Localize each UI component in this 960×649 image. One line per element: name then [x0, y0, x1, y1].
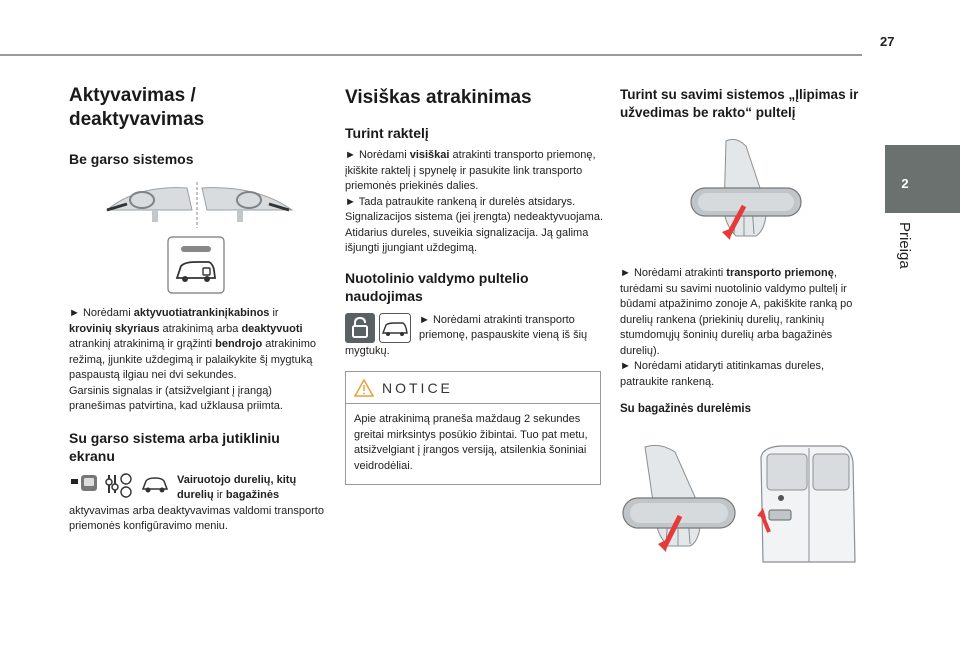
notice-title: NOTICE — [382, 379, 453, 396]
notice-box — [345, 371, 601, 485]
page-number: 27 — [880, 34, 895, 49]
lock-icon — [345, 313, 375, 343]
subtitle-tailgate: Su bagažinės durelėmis — [620, 403, 752, 415]
paragraph-remote-unlock: ► Norėdami atrakinti transporto priemonę, paspauskite vieną iš šių — [419, 313, 588, 341]
chapter-tab-label: Prieiga — [896, 222, 913, 269]
paragraph-audio-doors: Vairuotojo durelių, kitų durelių ir bagažinės — [177, 473, 297, 501]
hand-handle-illustration-2 — [620, 442, 745, 567]
section-title-full-unlock: Visiškas atrakinimas — [345, 87, 532, 108]
van-key-icon — [379, 313, 411, 343]
paragraph-signal-confirmation: Garsinis signalas ir (atsižvelgiant į įrangą) pranešimas patvirtina, kad užklausa priimta. — [69, 384, 283, 412]
settings-icon — [103, 473, 133, 499]
paragraph-alarm-note: Signalizacijos sistema (jei įrengta) nedeaktyvuojama. Atidarius dureles, suveikia signalizacija. Ją galima išjungti įjungiant uždegimą. — [345, 211, 604, 254]
paragraph-keyless-unlock: ► Norėdami atrakinti transporto priemonę, turėdami su savimi nuotolinio valdymo pultelį ir būdami atpažinimo zonoje A, pakiškite ranką po durelių rankena (priekinių durelių, rankinių stumdomųjų šoninių durelių arba bagažinės durelių). — [620, 267, 853, 357]
paragraph-remote-buttons: mygtukų. — [345, 344, 390, 357]
section-title-activation: Aktyvavimas / deaktyvavimas — [69, 85, 205, 130]
tailgate-illustrations — [620, 442, 865, 567]
paragraph-pull-handle: ► Tada patraukite rankeną ir durelės atsidarys. — [345, 195, 576, 208]
van-lock-icon — [167, 236, 225, 294]
rear-door-illustration — [751, 442, 856, 567]
audio-icons-row — [69, 473, 324, 504]
subtitle-with-audio: Su garso sistema arba jutikliniu ekranu — [69, 429, 280, 464]
notice-body — [346, 404, 600, 484]
paragraph-open-doors: ► Norėdami atidaryti atitinkamas dureles, patraukite rankeną. — [620, 360, 825, 388]
notice-header — [346, 372, 600, 404]
paragraph-key-unlock: ► Norėdami visiškai atrakinti transporto priemonę, įkiškite raktelį į spynelę ir pasukite link transporto priemonės priekinės dalies. — [345, 149, 596, 192]
section-title-keyless: Turint su savimi sistemos „Įlipimas ir užvedimas be rakto“ pultelį — [620, 87, 859, 120]
warning-icon — [354, 379, 374, 397]
column-full-unlock — [345, 80, 603, 485]
column-activation — [69, 80, 324, 535]
chapter-tab-number: 2 — [901, 176, 909, 191]
remote-buttons-row — [345, 313, 603, 344]
car-icon — [139, 473, 171, 495]
header-rule — [0, 54, 862, 56]
subtitle-remote: Nuotolinio valdymo pultelio naudojimas — [345, 269, 529, 304]
phone-icon — [69, 473, 99, 495]
column-keyless — [620, 80, 865, 567]
notice-text: Apie atrakinimą praneša maždaug 2 sekundes greitai mirksintys posūkio žibintai. Tuo pat metu, atsižvelgiant į įrangos versiją, atsilenkia šoniniai veidrodėliai. — [354, 413, 588, 472]
subtitle-with-key: Turint raktelį — [345, 125, 429, 141]
dashboard-illustration — [97, 180, 297, 230]
hand-handle-illustration — [686, 136, 806, 256]
subtitle-without-audio: Be garso sistemos — [69, 151, 194, 167]
paragraph-audio-config: aktyvavimas arba deaktyvavimas valdomi transporto priemonės konfigūravimo meniu. — [69, 504, 324, 532]
paragraph-activation-instruction: ► Norėdami aktyvuotiatrankinįkabinos ir krovinių skyriaus atrakinimą arba deaktyvuoti atrankinį atrakinimą ir grąžinti bendrojo atrakinimo režimą, įjunkite uždegimą ir palaikykite šį mygtuką paspaustą ilgiau nei dvi sekundes. — [69, 307, 316, 381]
